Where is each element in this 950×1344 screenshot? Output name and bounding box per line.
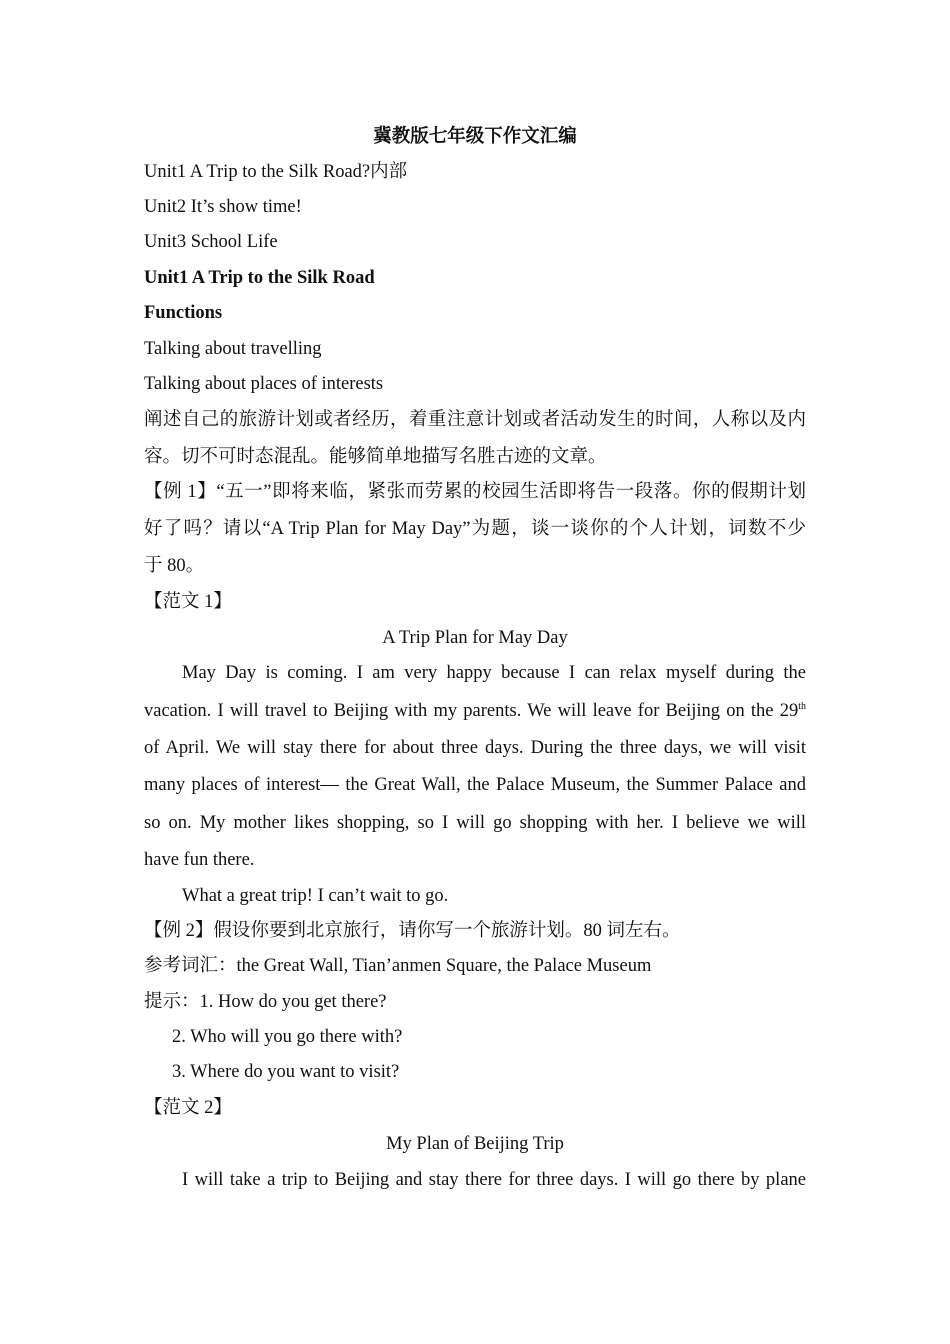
vocab-line: 参考词汇：the Great Wall, Tian’anmen Square, the Palace Museum (144, 956, 652, 976)
function-item: Talking about travelling (144, 339, 322, 359)
model1-line: of April. We will stay there for about three days. During the three days, we will visit (144, 738, 806, 758)
ordinal-superscript: th (798, 700, 806, 712)
example2-prompt: 【例 2】假设你要到北京旅行，请你写一个旅游计划。80 词左右。 (144, 921, 681, 941)
functions-heading: Functions (144, 303, 223, 323)
model1-line: many places of interest— the Great Wall, the Palace Museum, the Summer Palace and (144, 775, 806, 795)
intro-line: 阐述自己的旅游计划或者经历，着重注意计划或者活动发生的时间，人称以及内 (144, 410, 806, 430)
model2-title: My Plan of Beijing Trip (386, 1134, 564, 1154)
intro-line: 容。切不可时态混乱。能够简单地描写名胜古迹的文章。 (144, 447, 607, 467)
model1-closing: What a great trip! I can’t wait to go. (182, 886, 449, 906)
hint-item: 3. Where do you want to visit? (172, 1062, 400, 1082)
unit-heading: Unit1 A Trip to the Silk Road (144, 268, 375, 288)
toc-item: Unit3 School Life (144, 232, 278, 252)
example1-line: 于 80。 (144, 556, 205, 576)
model1-line: have fun there. (144, 850, 255, 870)
hint-item: 2. Who will you go there with? (172, 1027, 403, 1047)
model1-line (144, 699, 806, 723)
example1-line: 好了吗？请以“A Trip Plan for May Day”为题，谈一谈你的个人计划，词数不少 (144, 519, 806, 539)
toc-item: Unit1 A Trip to the Silk Road?内部 (144, 162, 408, 182)
hint-item: 提示：1. How do you get there? (144, 992, 387, 1012)
document-title: 冀教版七年级下作文汇编 (373, 127, 577, 147)
example1-line: 【例 1】“五一”即将来临，紧张而劳累的校园生活即将告一段落。你的假期计划 (144, 482, 806, 502)
model2-line: I will take a trip to Beijing and stay there for three days. I will go there by plane (182, 1170, 806, 1190)
toc-item: Unit2 It’s show time! (144, 197, 302, 217)
model2-label: 【范文 2】 (144, 1098, 232, 1118)
model1-line-text: vacation. I will travel to Beijing with my parents. We will leave for Beijing on the 29 (144, 701, 799, 721)
model1-line: May Day is coming. I am very happy because I can relax myself during the (182, 663, 806, 683)
function-item: Talking about places of interests (144, 374, 384, 394)
model1-label: 【范文 1】 (144, 592, 232, 612)
model1-title: A Trip Plan for May Day (382, 628, 568, 648)
model1-line: so on. My mother likes shopping, so I will go shopping with her. I believe we will (144, 813, 806, 833)
